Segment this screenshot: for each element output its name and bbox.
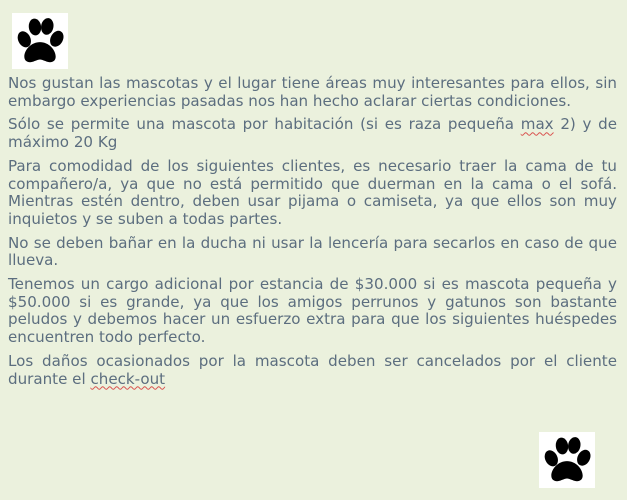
pet-policy-text: [8, 75, 617, 394]
paragraph-damages-start: Los daños ocasionados por la mascota deben ser cancelados por el cliente durante el: [8, 351, 617, 388]
paragraph-pet-limit-end: 2) y de máximo 20 Kg: [8, 115, 617, 152]
paragraph-intro: Nos gustan las mascotas y el lugar tiene áreas muy interesantes para ellos, sin embargo experiencias pasadas nos han hecho aclarar ciertas condiciones.: [8, 74, 617, 110]
spellcheck-marked-word: check-out: [90, 369, 166, 388]
paragraph-bedding: Para comodidad de los siguientes clientes, es necesario traer la cama de tu compañero/a, ya que no está permitido que duerman en la cama o el sofá. Mientras estén dentro, deben usar pijama o camiseta, ya que ellos son muy inquietos y se suben a todas partes.: [8, 156, 617, 228]
paw-print-icon: [12, 13, 68, 69]
paragraph-surcharge: Tenemos un cargo adicional por estancia de $30.000 si es mascota pequeña y $50.000 si es grande, ya que los amigos perrunos y gatunos son bastante peludos y debemos hacer un esfuerzo extra para que los siguientes huéspedes encuentren todo perfecto.: [8, 275, 617, 347]
paragraph-damages: [8, 353, 617, 388]
paragraph-bathing: No se deben bañar en la ducha ni usar la lencería para secarlos en caso de que llueva.: [8, 233, 617, 270]
spellcheck-marked-word: max: [520, 115, 554, 134]
paragraph-pet-limit-start: Sólo se permite una mascota por habitación (si es raza pequeña: [8, 115, 521, 134]
paw-print-icon: [539, 432, 595, 488]
paragraph-pet-limit: [8, 116, 617, 151]
